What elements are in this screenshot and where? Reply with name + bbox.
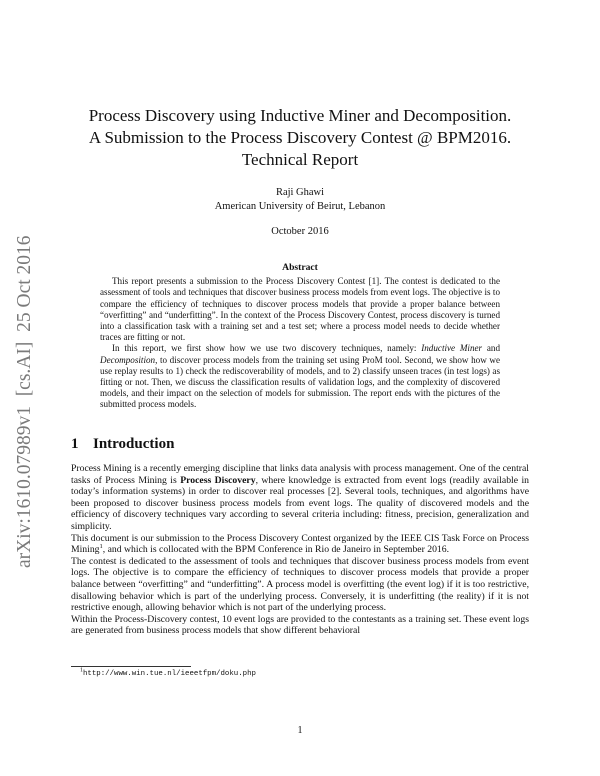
footnote-reference[interactable]: 1 <box>99 542 103 550</box>
paper-title <box>60 105 540 171</box>
title-line-1: Process Discovery using Inductive Miner and Decomposition. <box>88 106 512 125</box>
title-line-3: Technical Report <box>241 150 359 169</box>
intro-paragraph-2 <box>71 533 529 556</box>
intro-p1-text-a: Process Mining is a recently emerging discipline that links data analysis with process management. One of the central tasks of Process Mining is <box>71 463 529 486</box>
section-number: 1 <box>71 436 79 452</box>
paper-date: October 2016 <box>271 226 329 237</box>
author-affiliation: American University of Beirut, Lebanon <box>214 201 386 212</box>
footnote-url[interactable]: http://www.win.tue.nl/ieeetfpm/doku.php <box>83 670 256 678</box>
title-line-2: A Submission to the Process Discovery Contest @ BPM2016. <box>88 128 512 147</box>
abstract-p2-text-a: In this report, we first show how we use two discovery techniques, namely: <box>112 343 422 354</box>
intro-paragraph-1 <box>71 463 529 533</box>
intro-paragraph-4: Within the Process-Discovery contest, 10 event logs are provided to the contestants as a training set. These event logs are generated from business process models that show different behavioral <box>71 613 529 637</box>
abstract-paragraph-1: This report presents a submission to the Process Discovery Contest [1]. The contest is dedicated to the assessment of tools and techniques that discover business process models from event logs. The objective is to compare the efficiency of techniques to discover process models that provide a proper balance between “overfitting” and “underfitting”. In the context of the Process Discovery Contest, process discovery is turned into a classification task with a training set and a test set; where a process model needs to decide whether traces are fitting or not. <box>100 276 500 343</box>
introduction-body <box>71 463 529 637</box>
abstract-p2-text-c: , to discover process models from the training set using ProM tool. Second, we show how we use replay results to 1) check the rediscoverability of models, and to 2) classify unseen traces (in test logs) as fitting or not. Then, we discuss the classification results of validation logs, and the complexity of discovered models, and their impact on the selection of models for submission. The report ends with the pictures of the submitted process models. <box>100 354 500 410</box>
intro-p1-text-b: , where knowledge is extracted from event logs (readily available in today’s information systems) in order to discover real processes [2]. Several tools, techniques, and algorithms have been proposed to discover business process models from event logs. The quality of discovered models and the efficiency of discovery techniques vary according to several criteria including: fitness, precision, generalization and simplicity. <box>71 474 530 532</box>
abstract-heading: Abstract <box>282 262 318 273</box>
abstract-p2-text-b: and <box>482 343 500 354</box>
intro-p2-text-a: This document is our submission to the Process Discovery Contest organized by the IEEE CIS Task Force on Process Mining <box>71 532 529 556</box>
abstract-p2-emphasis-2: Decomposition <box>100 354 156 365</box>
arxiv-identifier <box>10 208 36 568</box>
arxiv-identifier-text: arXiv:1610.07989v1 [cs.AI] 25 Oct 2016 <box>14 235 35 568</box>
abstract-p2-emphasis-1: Inductive Miner <box>421 343 483 354</box>
footnote <box>80 667 256 678</box>
section-heading-introduction <box>71 436 174 453</box>
intro-p1-bold-term: Process Discovery <box>180 474 256 486</box>
footnote-mark: 1 <box>80 667 83 674</box>
abstract <box>100 262 500 411</box>
page-number: 1 <box>297 725 303 736</box>
intro-paragraph-3: The contest is dedicated to the assessment of tools and techniques that discover business process models from event logs. The objective is to compare the efficiency of techniques to discover process models that provide a proper balance between “overfitting” and “underfitting”. A process model is overfitting (the event log) if it is too restrictive, disallowing behavior which is part of the underlying process. Conversely, it is underfitting (the reality) if it is not restrictive enough, allowing behavior which is not part of the underlying process. <box>71 555 529 614</box>
section-title: Introduction <box>93 436 175 452</box>
intro-p2-text-b: , and which is collocated with the BPM Conference in Rio de Janeiro in September 2016. <box>102 544 450 556</box>
author-name: Raji Ghawi <box>275 187 325 198</box>
footnote-divider <box>71 666 191 667</box>
abstract-paragraph-2 <box>100 343 500 410</box>
